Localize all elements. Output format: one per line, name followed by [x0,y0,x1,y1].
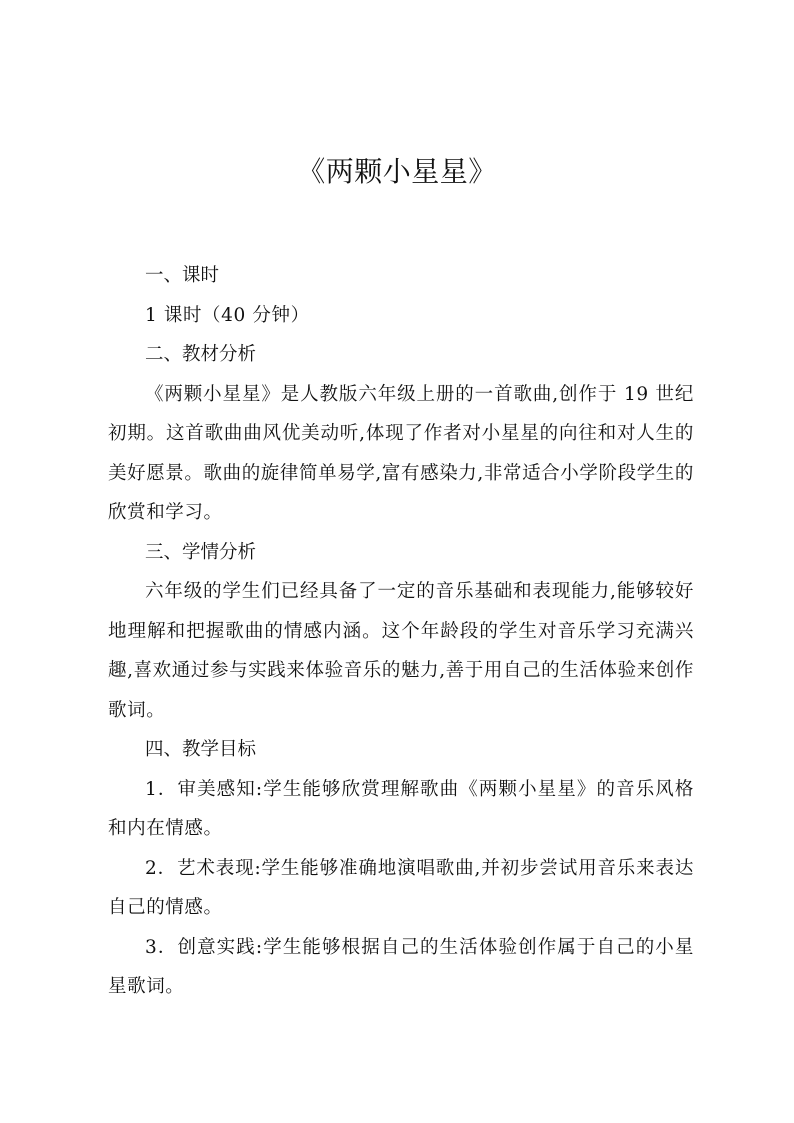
objective-item: 1．审美感知:学生能够欣赏理解歌曲《两颗小星星》的音乐风格和内在情感。 [108,778,694,839]
student-analysis-paragraph: 六年级的学生们已经具备了一定的音乐基础和表现能力,能够较好地理解和把握歌曲的情感内涵。这个年龄段的学生对音乐学习充满兴趣,喜欢通过参与实践来体验音乐的魅力,善于用自己的生活体验来创作歌词。 [108,581,694,721]
objective-item: 3．创意实践:学生能够根据自己的生活体验创作属于自己的小星星歌词。 [108,936,694,997]
objective-item: 2．艺术表现:学生能够准确地演唱歌曲,并初步尝试用音乐来表达自己的情感。 [108,857,694,918]
document-title: 《两颗小星星》 [297,155,497,188]
document-body [108,256,694,1007]
section-heading-material-analysis: 二、教材分析 [145,344,257,365]
section-heading-teaching-objectives: 四、教学目标 [145,739,257,760]
section-heading-student-analysis: 三、学情分析 [145,541,257,563]
material-analysis-paragraph: 《两颗小星星》是人教版六年级上册的一首歌曲,创作于 19 世纪初期。这首歌曲曲风优美动听,体现了作者对小星星的向往和对人生的美好愿景。歌曲的旋律简单易学,富有感染力,非常适合小学阶段学生的欣赏和学习。 [108,383,694,523]
section-heading-class-hours: 一、课时 [145,265,220,286]
class-hours-text: 1 课时（40 分钟） [145,304,310,326]
